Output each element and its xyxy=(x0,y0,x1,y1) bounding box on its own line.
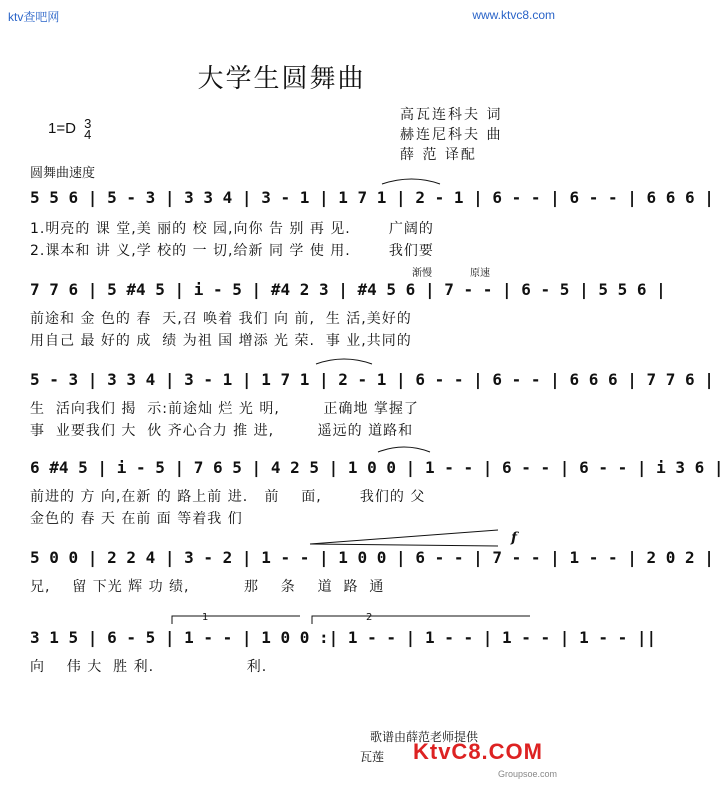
footer-bottom-line: 瓦莲 xyxy=(360,750,385,764)
slur-row1 xyxy=(382,179,440,184)
crescendo-line-top xyxy=(310,530,498,544)
lyric-row-6-verse-1: 向 伟 大 胜 利. 利. xyxy=(30,659,268,675)
notes-row-4: 6 #4 5 | i - 5 | 7 6 5 | 4 2 5 | 1 0 0 | 1 - - | 6 - - | 6 - - | i 3 6 | xyxy=(30,458,724,477)
song-title: 大学生圆舞曲 xyxy=(197,64,366,94)
lyric-row-4-verse-1: 前进的 方 向,在新 的 路上前 进. 前 面, 我们的 父 xyxy=(30,489,426,505)
crescendo-line-bottom xyxy=(310,544,498,546)
lyric-row-1-verse-2: 2.课本和 讲 义,学 校的 一 切,给新 同 学 使 用. 我们要 xyxy=(30,243,434,259)
notes-row-1: 5 5 6 | 5 - 3 | 3 3 4 | 3 - 1 | 1 7 1 | 2 - 1 | 6 - - | 6 - - | 6 6 6 | xyxy=(30,188,714,207)
lyric-row-3-verse-2: 事 业要我们 大 伙 齐心合力 推 进, 遥远的 道路和 xyxy=(30,423,414,439)
site-name-left[interactable]: ktv查吧网 xyxy=(8,10,60,24)
lyric-row-2-verse-2: 用自己 最 好的 成 绩 为祖 国 增添 光 荣. 事 业,共同的 xyxy=(30,333,412,349)
notes-row-5: 5 0 0 | 2 2 4 | 3 - 2 | 1 - - | 1 0 0 | 6 - - | 7 - - | 1 - - | 2 0 2 | xyxy=(30,548,714,567)
lyric-row-3-verse-1: 生 活向我们 揭 示:前途灿 烂 光 明, 正确地 掌握了 xyxy=(30,401,419,417)
site-url-right[interactable]: www.ktvc8.com xyxy=(472,8,555,22)
dynamic-forte: f xyxy=(511,530,518,546)
provided-by-note: 歌谱由薛范老师提供 xyxy=(370,730,479,744)
slur-row3 xyxy=(316,359,372,364)
time-top: 3 xyxy=(84,116,92,131)
slur-row4 xyxy=(378,447,430,452)
time-bottom: 4 xyxy=(84,127,92,142)
watermark-logo: KtvC8.COM xyxy=(412,739,543,764)
lyricist-credit: 高瓦连科夫 词 xyxy=(400,107,503,123)
notes-row-6: 3 1 5 | 6 - 5 | 1 - - | 1 0 0 :| 1 - - | 1 - - | 1 - - | 1 - - || xyxy=(30,628,657,647)
annotation-a-tempo: 原速 xyxy=(470,268,490,279)
volta-1-label: 1 xyxy=(202,612,209,623)
tempo-marking: 圆舞曲速度 xyxy=(30,166,96,181)
notes-row-3: 5 - 3 | 3 3 4 | 3 - 1 | 1 7 1 | 2 - 1 | 6 - - | 6 - - | 6 6 6 | 7 7 6 | xyxy=(30,370,714,389)
lyric-row-5-verse-1: 兄, 留 下光 辉 功 绩, 那 条 道 路 通 xyxy=(30,579,385,595)
composer-credit: 赫连尼科夫 曲 xyxy=(400,127,503,143)
lyric-row-2-verse-1: 前途和 金 色的 春 天,召 唤着 我们 向 前, 生 活,美好的 xyxy=(30,311,412,327)
lyric-row-1-verse-1: 1.明亮的 课 堂,美 丽的 校 园,向你 告 别 再 见. 广阔的 xyxy=(30,221,434,237)
notes-row-2: 7 7 6 | 5 #4 5 | i - 5 | #4 2 3 | #4 5 6 | 7 - - | 6 - 5 | 5 5 6 | xyxy=(30,280,666,299)
watermark-sub: Groupsoe.com xyxy=(497,769,557,779)
translator-credit: 薛 范 译配 xyxy=(400,147,477,163)
annotation-rit: 渐慢 xyxy=(412,268,432,279)
lyric-row-4-verse-2: 金色的 春 天 在前 面 等着我 们 xyxy=(30,511,243,527)
key-label: 1=D xyxy=(48,119,76,137)
volta-2-bracket xyxy=(312,616,530,624)
volta-1-bracket xyxy=(172,616,300,624)
volta-2-label: 2 xyxy=(366,612,373,623)
